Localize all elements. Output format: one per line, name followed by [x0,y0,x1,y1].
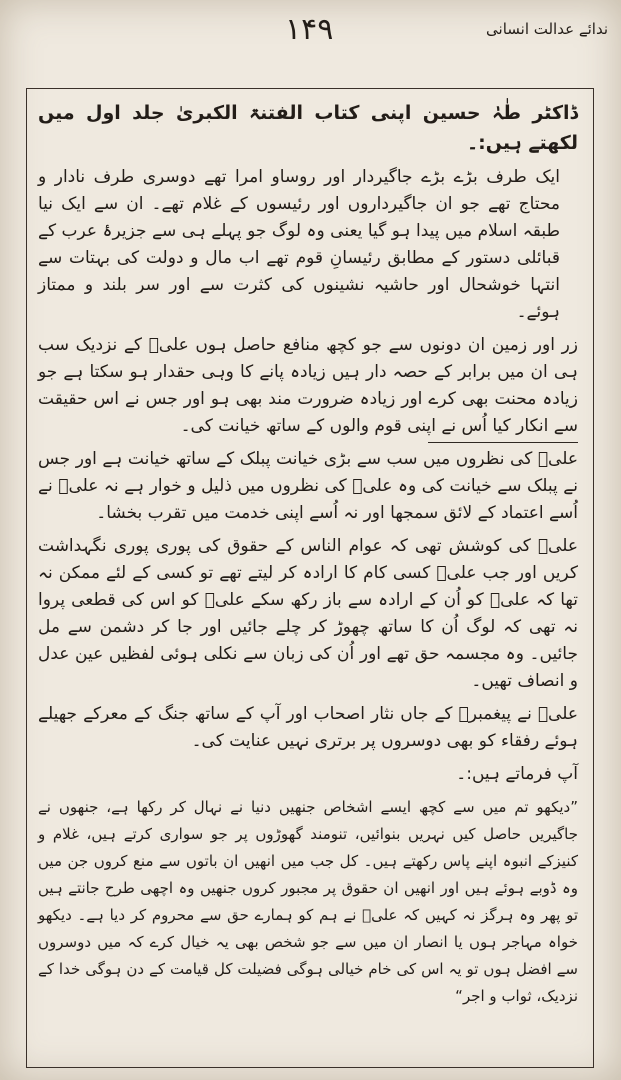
paragraph-3: علیؑ کی نظروں میں سب سے بڑی خیانت پبلک کے ساتھ خیانت ہے اور جس نے پبلک سے خیانت کی وہ علیؑ کی نظروں میں ذلیل و خوار ہے نہ علیؑ نے اُسے اعتماد کے لائق سمجھا اور نہ اُسے اپنی خدمت میں تقرب بخشا۔ [38,449,578,523]
paragraph-4: علیؑ کی کوشش تھی کہ عوام الناس کے حقوق کی پوری پوری نگہداشت کریں اور جب علیؑ کسی کام کا ارادہ کر لیتے تھے تو کسی کے لئے ممکن نہ تھا کہ علیؑ کو اُن کے ارادہ سے باز رکھ سکے علیؑ کو اس کی قطعی پروا نہ تھی کہ لوگ اُن کا ساتھ چھوڑ کر چلے جائیں اور جا کر دشمن سے مل جائیں۔ وہ مجسمہ حق تھے اور اُن کی زبان سے نکلی ہوئی لفظیں عین عدل و انصاف تھیں۔ [38,536,578,691]
separator-line [428,442,578,443]
running-header-title: ندائے عدالت انسانی [486,20,608,38]
paragraph-6: آپ فرماتے ہیں:۔ [456,764,578,784]
paragraph-1: ایک طرف بڑے بڑے جاگیردار اور روساو امرا تھے دوسری طرف نادار و محتاج تھے جو ان جاگیرداروں اور رئیسوں کے غلام تھے۔ ان سے ایک نیا طبقہ اسلام میں پیدا ہو گیا یعنی وہ لوگ جو پہلے ہی سے جزیرۂ عرب کے قبائلی دستور کے مطابق رئیسانِ قوم تھے اب مال و دولت کی بہتات سے انتہا خوشحال اور حاشیہ نشینوں کی کثرت سے اور سر بلند و ممتاز ہوئے۔ [38,167,560,322]
body-text [38,98,578,1016]
paragraph-5: علیؑ نے پیغمبرؐ کے جاں نثار اصحاب اور آپ کے ساتھ جنگ کے معرکے جھیلے ہوئے رفقاء کو بھی دوسروں پر برتری نہیں عنایت کی۔ [38,704,578,751]
quotation: ”دیکھو تم میں سے کچھ ایسے اشخاص جنھیں دنیا نے نہال کر رکھا ہے، جنھوں نے جاگیریں حاصل کیں نہریں بنوائیں، تنومند گھوڑوں پر جو سواری کرتے ہیں، غلام و کنیزکے انبوہ اپنے پاس رکھتے ہیں۔ کل جب میں انھیں ان باتوں سے منع کروں جن میں وہ ڈوبے ہوئے ہیں اور انھیں ان حقوق پر مجبور کروں جنھیں وہ اچھی طرح جانتے ہیں تو پھر وہ ہرگز نہ کہیں کہ علیؑ نے ہم کو ہمارے حق سے محروم کر دیا ہے۔ دیکھو خواہ مہاجر ہوں یا انصار ان میں سے جو شخص بھی یہ خیال کرے کہ میں دوسروں سے افضل ہوں تو یہ اس کی خام خیالی ہوگی فضیلت کل قیامت کے دن ہوگی خدا کے نزدیک، ثواب و اجر“ [38,798,578,1005]
paragraph-2: زر اور زمین ان دونوں سے جو کچھ منافع حاصل ہوں علیؑ کے نزدیک سب ہی ان میں برابر کے حصہ دار ہیں زیادہ پانے کا وہی حقدار ہو سکتا ہے جو زیادہ محنت بھی کرے اور زیادہ ضرورت مند بھی ہو اور جس نے اس حقیقت سے انکار کیا اُس نے اپنی قوم والوں کے ساتھ خیانت کی۔ [38,335,578,436]
page-number: ۱۴۹ [285,12,334,47]
intro-heading: ڈاکٹر طٰہٰ حسین اپنی کتاب الفتنۃ الکبریٰ جلد اول میں لکھتے ہیں:۔ [38,102,578,154]
